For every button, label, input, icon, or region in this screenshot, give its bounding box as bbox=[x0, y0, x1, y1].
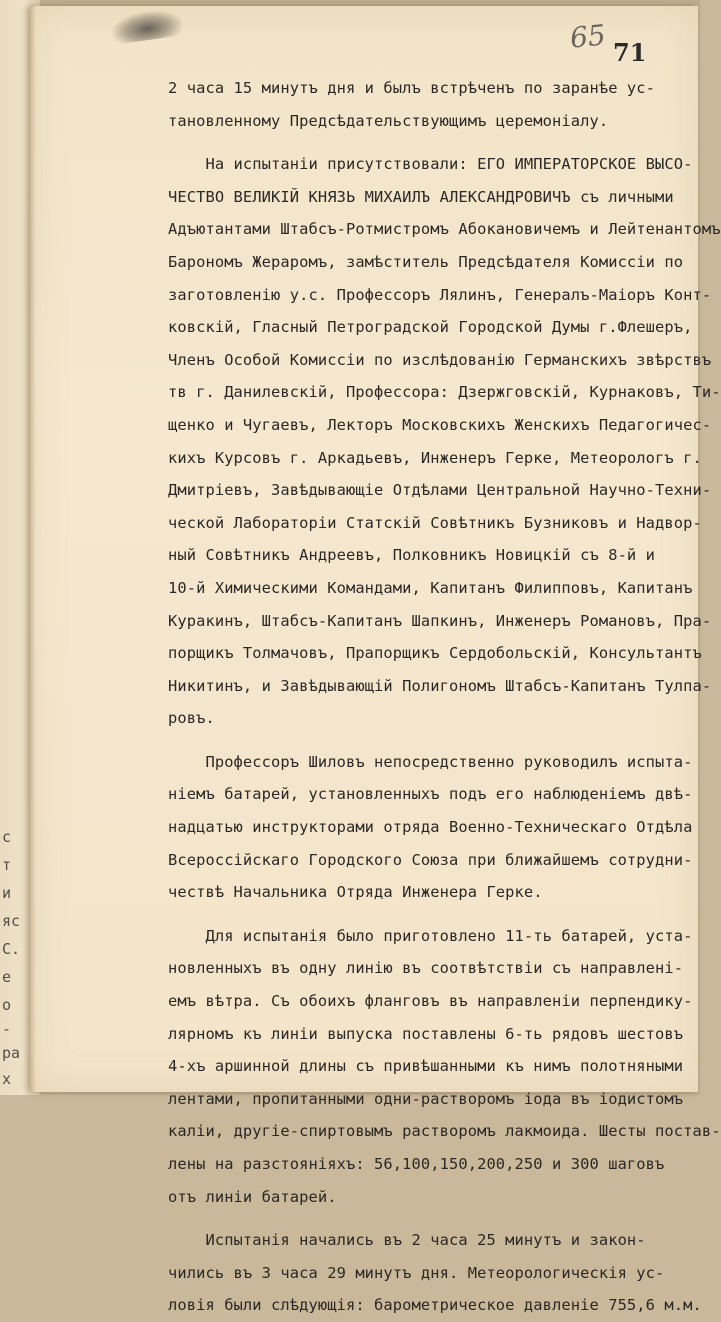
paragraph bbox=[168, 1224, 708, 1322]
text-line: ловія были слѣдующія: барометрическое давленіе 755,6 м.м. bbox=[168, 1296, 702, 1315]
text-line: 2 часа 15 минутъ дня и былъ встрѣченъ по заранѣе ус- bbox=[168, 79, 656, 97]
text-line: кихъ Курсовъ г. Аркадьевъ, Инженеръ Герке, Метеорологъ г. bbox=[168, 448, 702, 467]
text-line: Никитинъ, и Завѣдывающій Полигономъ Штабсъ-Капитанъ Тулпа- bbox=[168, 676, 712, 695]
text-line: На испытаніи присутствовали: ЕГО ИМПЕРАТОРСКОЕ ВЫСО- bbox=[168, 155, 693, 174]
text-line: емъ вѣтра. Съ обоихъ фланговъ въ направленіи перпендику- bbox=[168, 992, 693, 1011]
edge-fragment: и bbox=[2, 884, 12, 902]
text-line: Барономъ Жераромъ, замѣститель Предсѣдателя Комиссіи по bbox=[168, 252, 684, 271]
text-line: калiи, другіе-спиртовымъ растворомъ лакмоида. Шесты постав- bbox=[168, 1122, 721, 1141]
paragraph bbox=[168, 72, 708, 137]
text-line: 4-хъ аршинной длины съ привѣшанными къ нимъ полотняными bbox=[168, 1057, 684, 1076]
text-line: 10-й Химическими Командами, Капитанъ Филипповъ, Капитанъ bbox=[168, 578, 693, 597]
pencil-page-number: 65 bbox=[568, 18, 608, 55]
edge-fragment: х bbox=[2, 1070, 12, 1088]
ink-stain bbox=[110, 7, 183, 44]
edge-fragment: - bbox=[2, 1020, 12, 1038]
stamped-page-number: 71 bbox=[613, 38, 647, 67]
text-line: отъ линіи батарей. bbox=[168, 1187, 337, 1206]
text-line: новленныхъ въ одну линію въ соотвѣтствіи съ направлені- bbox=[168, 959, 684, 978]
edge-fragment: с bbox=[2, 828, 12, 846]
paragraph bbox=[168, 746, 708, 909]
edge-fragment: е bbox=[2, 968, 12, 986]
document-page bbox=[30, 6, 721, 1315]
text-line: ковскій, Гласный Петроградской Городской Думы г.Флешеръ, bbox=[168, 318, 693, 337]
text-line: Дмитріевъ, Завѣдывающіе Отдѣлами Центральной Научно-Техни- bbox=[168, 481, 712, 500]
text-line: Профессоръ Шиловъ непосредственно руководилъ испыта- bbox=[168, 752, 693, 771]
edge-fragment: С. bbox=[2, 940, 21, 958]
text-line: ный Совѣтникъ Андреевъ, Полковникъ Новицкій съ 8-й и bbox=[168, 546, 656, 565]
text-line: Адъютантами Штабсъ-Ротмистромъ Абокановичемъ и Лейтенантомъ bbox=[168, 220, 721, 239]
text-line: Куракинъ, Штабсъ-Капитанъ Шапкинъ, Инженеръ Романовъ, Пра- bbox=[168, 611, 712, 630]
paragraph bbox=[168, 920, 721, 1213]
text-line: лентами, пропитанными одни-растворомъ іода въ іодистомъ bbox=[168, 1089, 684, 1108]
text-line: тановленному Предсѣдательствующимъ церемоніалу. bbox=[168, 111, 609, 130]
text-line: лены на разстояніяхъ: 56,100,150,200,250 и 300 шаговъ bbox=[168, 1155, 665, 1173]
edge-fragment: яс bbox=[2, 912, 21, 930]
text-line: тв г. Данилевскій, Профессора: Дзержговскій, Курнаковъ, Ти- bbox=[168, 383, 721, 402]
text-line: надцатью инструкторами отряда Военно-Техническаго Отдѣла bbox=[168, 818, 693, 837]
text-line: чествѣ Начальника Отряда Инженера Герке. bbox=[168, 883, 543, 902]
text-line: порщикъ Толмачовъ, Прапорщикъ Сердобольскій, Консультантъ bbox=[168, 644, 702, 663]
text-line: ческой Лабораторіи Статскій Совѣтникъ Бузниковъ и Надвор- bbox=[168, 513, 702, 532]
text-line: ровъ. bbox=[168, 709, 215, 728]
paragraph bbox=[168, 148, 721, 735]
text-line: Испытанія начались въ 2 часа 25 минутъ и закон- bbox=[168, 1231, 646, 1250]
text-line: чились въ 3 часа 29 минутъ дня. Метеорологическія ус- bbox=[168, 1263, 665, 1282]
text-line: Всероссійскаго Городского Союза при ближайшемъ сотрудни- bbox=[168, 850, 693, 869]
text-line: Для испытанія было приготовлено 11-ть батарей, уста- bbox=[168, 926, 693, 945]
text-line: Членъ Особой Комиссіи по изслѣдованію Германскихъ звѣрствъ bbox=[168, 350, 712, 369]
text-line: ніемъ батарей, установленныхъ подъ его наблюденіемъ двѣ- bbox=[168, 785, 693, 804]
edge-fragment: т bbox=[2, 856, 12, 874]
text-line: щенко и Чугаевъ, Лекторъ Московскихъ Женскихъ Педагогичес- bbox=[168, 415, 712, 434]
text-line: лярномъ къ линіи выпуска поставлены 6-ть рядовъ шестовъ bbox=[168, 1024, 684, 1043]
text-line: заготовленію у.с. Профессоръ Лялинъ, Генералъ-Маіоръ Конт- bbox=[168, 285, 712, 304]
edge-fragment: ра bbox=[2, 1044, 21, 1062]
text-line: ЧЕСТВО ВЕЛИКІЙ КНЯЗЬ МИХАИЛЪ АЛЕКСАНДРОВИЧЪ съ личными bbox=[168, 187, 674, 206]
typewritten-text bbox=[168, 72, 721, 1322]
edge-fragment: о bbox=[2, 996, 12, 1014]
